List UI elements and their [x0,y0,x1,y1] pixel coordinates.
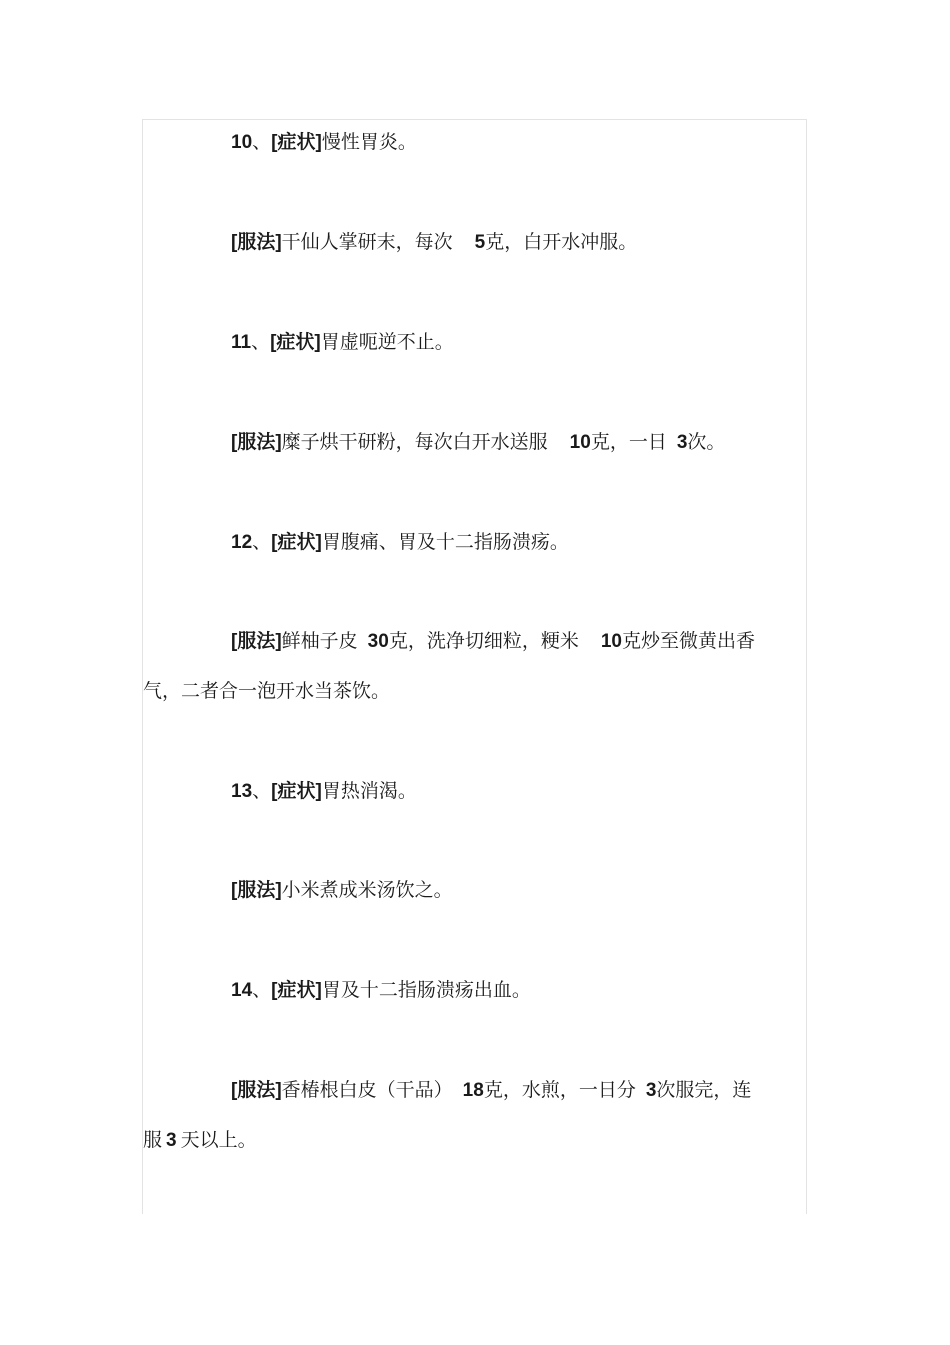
method-text: 克，白开水冲服。 [485,231,638,253]
entry-number: 14 [231,980,253,1001]
method-text: 克，洗净切细粒，粳米 [388,630,579,652]
frequency-number: 3 [676,432,688,453]
method-line-13 [143,878,808,903]
method-text: 克，水煎，一日分 [483,1079,636,1101]
method-continuation-14 [143,1128,808,1153]
frequency-number: 3 [645,1080,657,1101]
symptom-tag: [症状] [271,781,322,802]
dose-number: 10 [569,432,591,453]
entry-number: 13 [231,781,253,802]
symptom-text: 胃腹痛、胃及十二指肠溃疡。 [321,531,569,553]
method-tag: [服法] [231,232,282,253]
method-line-10 [143,230,808,255]
dose-number: 30 [367,631,389,652]
symptom-text: 胃热消渴。 [321,780,417,802]
method-text: 天以上。 [180,1129,257,1151]
method-line-12 [143,629,808,654]
entry-separator: 、 [252,531,272,553]
method-text: 鲜柚子皮 [281,630,358,652]
method-text: 香椿根白皮（干品） [281,1079,453,1101]
symptom-tag: [症状] [271,132,322,153]
symptom-text: 慢性胃炎。 [321,131,417,153]
symptom-line-14 [143,978,808,1003]
dose-number: 10 [600,631,622,652]
dose-number: 5 [474,232,486,253]
method-text: 气，二者合一泡开水当茶饮。 [143,680,391,702]
symptom-tag: [症状] [271,532,322,553]
symptom-line-10 [143,130,808,155]
method-line-11 [143,430,808,455]
entry-separator: 、 [252,979,272,1001]
entry-number: 11 [231,332,252,353]
symptom-tag: [症状] [271,980,322,1001]
dose-number: 18 [462,1080,484,1101]
method-text: 服 [143,1129,163,1151]
duration-number: 3 [166,1130,177,1151]
entry-separator: 、 [252,780,272,802]
entry-separator: 、 [251,331,271,353]
method-text: 次服完，连 [656,1079,752,1101]
method-text: 克炒至微黄出香 [621,630,755,652]
symptom-text: 胃虚呃逆不止。 [320,331,454,353]
symptom-text: 胃及十二指肠溃疡出血。 [321,979,531,1001]
method-text: 小米煮成米汤饮之。 [281,879,453,901]
symptom-line-11 [143,330,808,355]
symptom-line-12 [143,530,808,555]
method-line-14 [143,1078,808,1103]
symptom-line-13 [143,779,808,804]
method-tag: [服法] [231,1080,282,1101]
method-text: 糜子烘干研粉，每次白开水送服 [281,431,548,453]
method-text: 干仙人掌研末，每次 [281,231,453,253]
method-tag: [服法] [231,631,282,652]
method-text: 克，一日 [590,431,667,453]
method-tag: [服法] [231,432,282,453]
method-continuation-12 [143,679,808,703]
entry-separator: 、 [252,131,272,153]
method-tag: [服法] [231,880,282,901]
method-text: 次。 [687,431,726,453]
document-page [142,119,807,1214]
entry-number: 12 [231,532,253,553]
symptom-tag: [症状] [270,332,321,353]
entry-number: 10 [231,132,253,153]
